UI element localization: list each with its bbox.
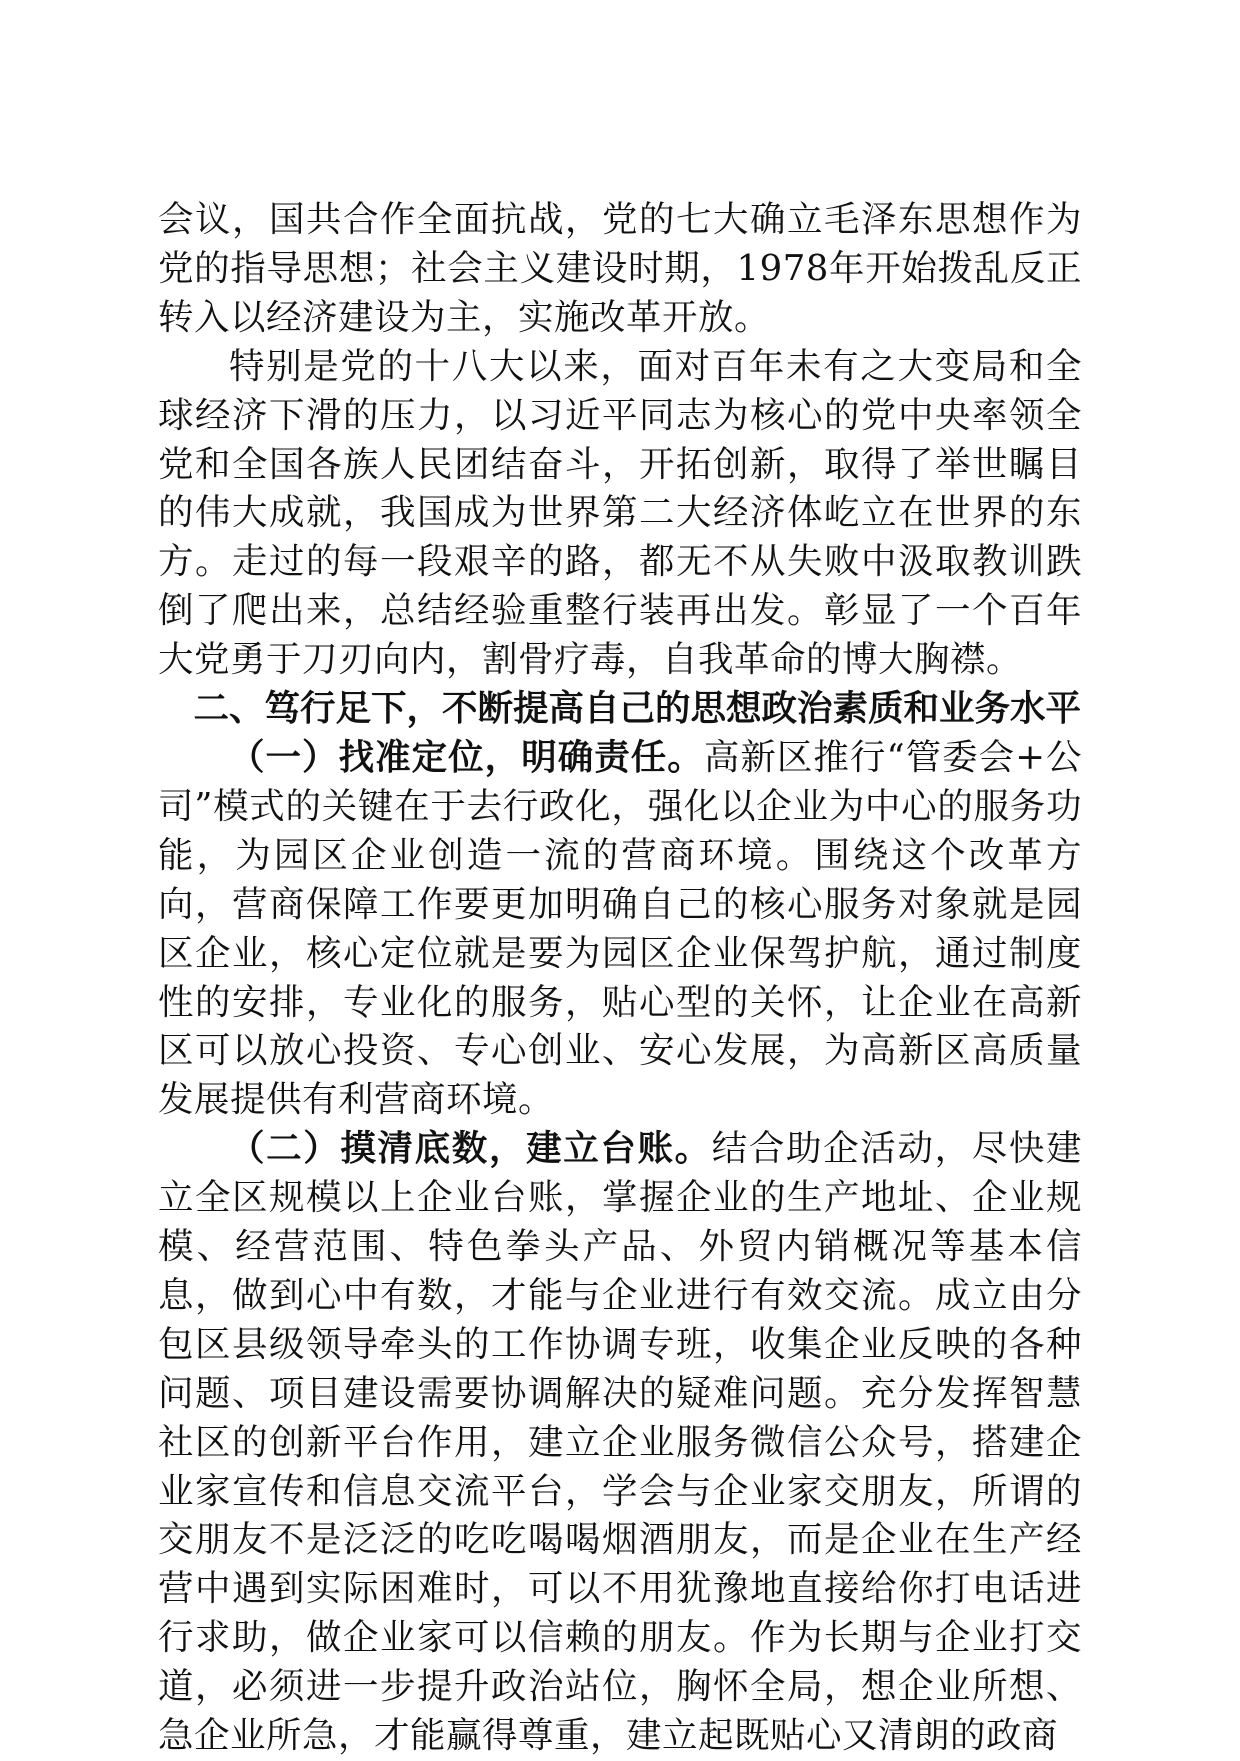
- subsection-1: [158, 734, 1082, 1125]
- subsection-1-body: 高新区推行“管委会+公司”模式的关键在于去行政化，强化以企业为中心的服务功能，为园区企业创造一流的营商环境。围绕这个改革方向，营商保障工作要更加明确自己的核心服务对象就是园区企业，核心定位就是要为园区企业保驾护航，通过制度性的安排，专业化的服务，贴心型的关怀，让企业在高新区可以放心投资、专心创业、安心发展，为高新区高质量发展提供有利营商环境。: [158, 736, 1082, 1121]
- paragraph-eighteenth-congress: 特别是党的十八大以来，面对百年未有之大变局和全球经济下滑的压力，以习近平同志为核心的党中央率领全党和全国各族人民团结奋斗，开拓创新，取得了举世瞩目的伟大成就，我国成为世界第二大经济体屹立在世界的东方。走过的每一段艰辛的路，都无不从失败中汲取教训跌倒了爬出来，总结经验重整行装再出发。彰显了一个百年大党勇于刀刃向内，割骨疗毒，自我革命的博大胸襟。: [158, 345, 1082, 681]
- paragraph-continuation: 会议，国共合作全面抗战，党的七大确立毛泽东思想作为党的指导思想；社会主义建设时期，1978年开始拨乱反正转入以经济建设为主，实施改革开放。: [158, 199, 1082, 338]
- subsection-2: [158, 1125, 1082, 1761]
- subsection-2-title: （二）摸清底数，建立台账。: [229, 1128, 712, 1170]
- section-heading: 二、笃行足下，不断提高自己的思想政治素质和业务水平: [193, 688, 1082, 730]
- subsection-1-title: （一）找准定位，明确责任。: [229, 736, 704, 778]
- subsection-2-body: 结合助企活动，尽快建立全区规模以上企业台账，掌握企业的生产地址、企业规模、经营范围、特色拳头产品、外贸内销概况等基本信息，做到心中有数，才能与企业进行有效交流。成立由分包区县级领导牵头的工作协调专班，收集企业反映的各种问题、项目建设需要协调解决的疑难问题。充分发挥智慧社区的创新平台作用，建立企业服务微信公众号，搭建企业家宣传和信息交流平台，学会与企业家交朋友，所谓的交朋友不是泛泛的吃吃喝喝烟酒朋友，而是企业在生产经营中遇到实际困难时，可以不用犹豫地直接给你打电话进行求助，做企业家可以信赖的朋友。作为长期与企业打交道，必须进一步提升政治站位，胸怀全局，想企业所想、急企业所急，才能赢得尊重，建立起既贴心又清朗的政商: [158, 1128, 1082, 1757]
- document-body: [158, 196, 1082, 1761]
